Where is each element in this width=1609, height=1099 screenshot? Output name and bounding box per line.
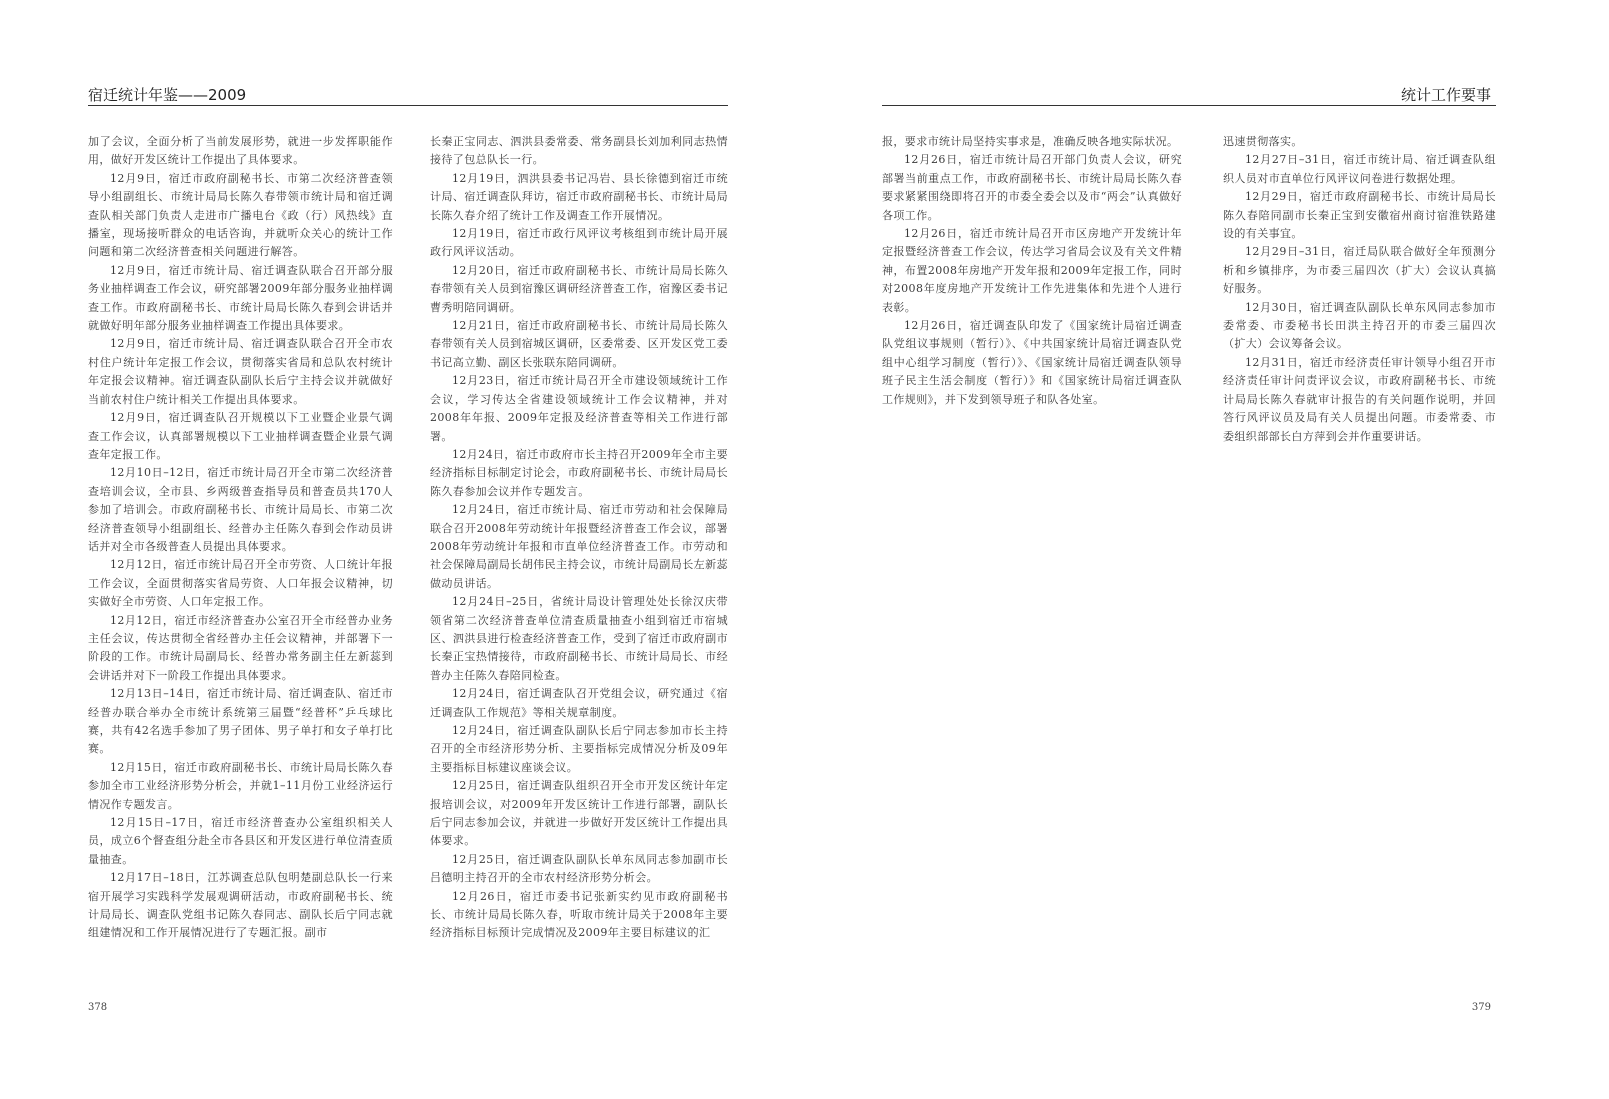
right-column-2: [1223, 133, 1496, 446]
paragraph: 12月31日，宿迁市经济责任审计领导小组召开市经济责任审计问责评议会议，市政府副秘书长、市统计局局长陈久春就审计报告的有关问题作说明，并回答行风评议员及局有关人员提出问题。市委常委、市委组织部部长白方萍到会并作重要讲话。: [1223, 355, 1496, 443]
paragraph: 12月19日，泗洪县委书记冯岩、县长徐德到宿迁市统计局、宿迁调查队拜访，宿迁市政府副秘书长、市统计局局长陈久春介绍了统计工作及调查工作开展情况。: [430, 171, 728, 222]
paragraph: 12月20日，宿迁市政府副秘书长、市统计局局长陈久春带领有关人员到宿豫区调研经济普查工作，宿豫区委书记曹秀明陪同调研。: [430, 263, 728, 314]
paragraph: 12月26日，宿迁市统计局召开部门负责人会议，研究部署当前重点工作，市政府副秘书长、市统计局局长陈久春要求紧紧围绕即将召开的市委全委会以及市“两会”认真做好各项工作。: [882, 153, 1182, 222]
paragraph: 12月25日，宿迁调查队副队长单东凤同志参加副市长吕德明主持召开的全市农村经济形势分析会。: [430, 852, 728, 885]
paragraph: 12月15日–17日，宿迁市经济普查办公室组织相关人员，成立6个督查组分赴全市各县区和开发区进行单位清查质量抽查。: [88, 816, 393, 866]
right-header-rule: [882, 105, 1496, 106]
left-page-number: 378: [88, 1002, 108, 1013]
paragraph: 12月9日，宿迁市政府副秘书长、市第二次经济普查领导小组副组长、市统计局局长陈久春带领市统计局和宿迁调查队相关部门负责人走进市广播电台《政（行）风热线》直播室，现场接听群众的电话咨询，并就听众关心的统计工作问题和第二次经济普查相关问题进行解答。: [88, 171, 393, 259]
paragraph: 12月24日，宿迁市统计局、宿迁市劳动和社会保障局联合召开2008年劳动统计年报暨经济普查工作会议，部署2008年劳动统计年报和市直单位经济普查工作。市劳动和社会保障局副局长胡伟民主持会议，市统计局副局长左新蕊做动员讲话。: [430, 503, 728, 590]
paragraph: 12月9日，宿迁市统计局、宿迁调查队联合召开全市农村住户统计年定报工作会议，贯彻落实省局和总队农村统计年定报会议精神。宿迁调查队副队长后宁主持会议并就做好当前农村住户统计相关工作提出具体要求。: [88, 337, 393, 406]
paragraph: 12月15日，宿迁市政府副秘书长、市统计局局长陈久春参加全市工业经济形势分析会，并就1–11月份工业经济运行情况作专题发言。: [88, 760, 393, 811]
paragraph: 12月24日，宿迁调查队副队长后宁同志参加市长主持召开的全市经济形势分析、主要指标完成情况分析及09年主要指标目标建议座谈会议。: [430, 724, 728, 774]
paragraph: 12月26日，宿迁市统计局召开市区房地产开发统计年定报暨经济普查工作会议，传达学习省局会议及有关文件精神，布置2008年房地产开发年报和2009年定报工作，同时对2008年度房地产开发统计工作先进集体和先进个人进行表彰。: [882, 227, 1182, 314]
paragraph: 12月9日，宿迁调查队召开规模以下工业暨企业景气调查工作会议，认真部署规模以下工业抽样调查暨企业景气调查年定报工作。: [88, 411, 393, 461]
right-page-number: 379: [1471, 1002, 1491, 1013]
paragraph: 12月10日–12日，宿迁市统计局召开全市第二次经济普查培训会议，全市县、乡两级普查指导员和普查员共170人参加了培训会。市政府副秘书长、市统计局局长、市第二次经济普查领导小组副组长、经普办主任陈久春到会作动员讲话并对全市各级普查人员提出具体要求。: [88, 466, 393, 553]
left-column-1: [88, 133, 393, 943]
paragraph: 12月24日–25日，省统计局设计管理处处长徐汉庆带领省第二次经济普查单位清查质量抽查小组到宿迁市宿城区、泗洪县进行检查经济普查工作，受到了宿迁市政府副市长秦正宝热情接待，市政府副秘书长、市统计局局长、市经普办主任陈久春陪同检查。: [430, 595, 728, 682]
paragraph: 12月30日，宿迁调查队副队长单东风同志参加市委常委、市委秘书长田洪主持召开的市委三届四次（扩大）会议筹备会议。: [1223, 300, 1496, 351]
paragraph: 12月25日，宿迁调查队组织召开全市开发区统计年定报培训会议，对2009年开发区统计工作进行部署，副队长后宁同志参加会议，并就进一步做好开发区统计工作提出具体要求。: [430, 779, 728, 848]
paragraph: 12月24日，宿迁调查队召开党组会议，研究通过《宿迁调查队工作规范》等相关规章制度。: [430, 687, 728, 719]
right-running-header: 统计工作要事: [1400, 86, 1491, 104]
paragraph: 加了会议，全面分析了当前发展形势，就进一步发挥职能作用，做好开发区统计工作提出了具体要求。: [88, 135, 393, 167]
paragraph: 12月17日–18日，江苏调查总队包明楚副总队长一行来宿开展学习实践科学发展观调研活动，市政府副秘书长、统计局局长、调查队党组书记陈久春同志、副队长后宁同志就组建情况和工作开展情况进行了专题汇报。副市: [88, 871, 393, 940]
paragraph: 12月23日，宿迁市统计局召开全市建设领域统计工作会议，学习传达全省建设领域统计工作会议精神，并对2008年年报、2009年定报及经济普查等相关工作进行部署。: [430, 374, 728, 443]
paragraph: 迅速贯彻落实。: [1223, 135, 1303, 148]
left-column-2: [430, 133, 728, 943]
right-column-1: [882, 133, 1182, 409]
paragraph: 12月29日–31日，宿迁局队联合做好全年预测分析和乡镇排序，为市委三届四次（扩大）会议认真搞好服务。: [1223, 245, 1496, 296]
paragraph: 12月27日–31日，宿迁市统计局、宿迁调查队组织人员对市直单位行风评议问卷进行数据处理。: [1223, 153, 1496, 185]
paragraph: 12月12日，宿迁市统计局召开全市劳资、人口统计年报工作会议，全面贯彻落实省局劳资、人口年报会议精神，切实做好全市劳资、人口年定报工作。: [88, 558, 393, 609]
right-page: [805, 0, 1609, 1099]
left-running-header: 宿迁统计年鉴——2009: [88, 86, 247, 104]
paragraph: 长秦正宝同志、泗洪县委常委、常务副县长刘加利同志热情接待了包总队长一行。: [430, 135, 728, 167]
paragraph: 12月12日，宿迁市经济普查办公室召开全市经普办业务主任会议，传达贯彻全省经普办主任会议精神，并部署下一阶段的工作。市统计局副局长、经普办常务副主任左新蕊到会讲话并对下一阶段工作提出具体要求。: [88, 613, 393, 682]
left-page: [0, 0, 804, 1099]
paragraph: 12月19日，宿迁市政行风评议考核组到市统计局开展政行风评议活动。: [430, 227, 728, 259]
paragraph: 12月26日，宿迁调查队印发了《国家统计局宿迁调查队党组议事规则（暂行）》、《中共国家统计局宿迁调查队党组中心组学习制度（暂行）》、《国家统计局宿迁调查队领导班子民主生活会制度（暂行）》和《国家统计局宿迁调查队工作规则》，并下发到领导班子和队各处室。: [882, 319, 1182, 406]
paragraph: 12月21日，宿迁市政府副秘书长、市统计局局长陈久春带领有关人员到宿城区调研，区委常委、区开发区党工委书记高立勤、副区长张联东陪同调研。: [430, 319, 728, 369]
paragraph: 12月29日，宿迁市政府副秘书长、市统计局局长陈久春陪同副市长秦正宝到安徽宿州商讨宿淮铁路建设的有关事宜。: [1223, 190, 1496, 241]
paragraph: 12月26日，宿迁市委书记张新实约见市政府副秘书长、市统计局局长陈久春，听取市统计局关于2008年主要经济指标目标预计完成情况及2009年主要目标建议的汇: [430, 889, 728, 940]
paragraph: 报，要求市统计局坚持实事求是，准确反映各地实际状况。: [882, 135, 1179, 148]
paragraph: 12月24日，宿迁市政府市长主持召开2009年全市主要经济指标目标制定讨论会，市政府副秘书长、市统计局局长陈久春参加会议并作专题发言。: [430, 447, 728, 498]
left-header-rule: [88, 105, 728, 106]
paragraph: 12月13日–14日，宿迁市统计局、宿迁调查队、宿迁市经普办联合举办全市统计系统第三届暨“经普杯”乒乓球比赛，共有42名选手参加了男子团体、男子单打和女子单打比赛。: [88, 687, 393, 756]
paragraph: 12月9日，宿迁市统计局、宿迁调查队联合召开部分服务业抽样调查工作会议，研究部署2009年部分服务业抽样调查工作。市政府副秘书长、市统计局局长陈久春到会讲话并就做好明年部分服务业抽样调查工作提出具体要求。: [88, 263, 393, 333]
